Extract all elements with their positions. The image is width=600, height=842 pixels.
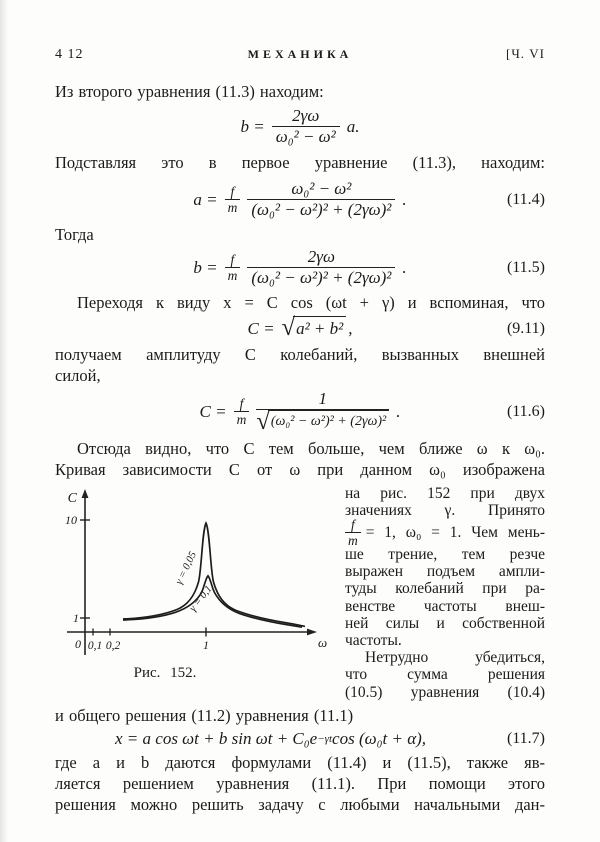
x-tick-label-0-2: 0,2 bbox=[105, 639, 121, 652]
text-line-6: силой, bbox=[55, 365, 101, 385]
eq-tail: . bbox=[402, 257, 407, 277]
figure-152 bbox=[55, 485, 345, 701]
right-column-text bbox=[345, 485, 545, 701]
curve-gamma-0-05 bbox=[123, 523, 305, 626]
text-line-9: и общего решения (11.2) уравнения (11.1) bbox=[55, 705, 354, 725]
eq-lhs: a = bbox=[193, 189, 218, 209]
rcol-line-5: выражен подъем ампли- bbox=[345, 563, 545, 581]
equation-number: (11.5) bbox=[506, 258, 545, 276]
square-root: √ (ω₀² − ω²)² + (2γω)² bbox=[256, 410, 389, 435]
equation-number: (9.11) bbox=[506, 319, 545, 337]
eq-lhs: C = bbox=[199, 401, 227, 421]
x-tick-label-1: 1 bbox=[203, 637, 209, 652]
rcol-line-11: что сумма решения bbox=[345, 666, 545, 684]
rcol-line-9: частоты. bbox=[345, 632, 402, 650]
rcol-line-3-text: = 1, ω₀ = 1. Чем мень- bbox=[365, 523, 545, 541]
rcol-line-1: на рис. 152 при двух bbox=[345, 484, 545, 502]
equation-b bbox=[55, 106, 545, 147]
fraction-f-over-m: $\frac{f}{m}$ bbox=[225, 252, 241, 283]
figure-152-plot bbox=[55, 485, 340, 663]
rcol-line-6: туды колебаний при ра- bbox=[345, 580, 545, 598]
fraction-f-over-m: $\frac{f}{m}$ bbox=[225, 184, 241, 215]
eq-tail: , bbox=[348, 318, 353, 338]
radical-sign: √ bbox=[256, 407, 270, 435]
x-tick-label-0-1: 0,1 bbox=[87, 639, 103, 652]
equation-number: (11.6) bbox=[506, 402, 545, 420]
equation-11-7 bbox=[55, 729, 545, 749]
y-tick-label-1: 1 bbox=[73, 610, 79, 625]
eq-tail: . bbox=[402, 189, 407, 209]
equation-11-5 bbox=[55, 247, 545, 288]
eq-lhs: b = bbox=[240, 116, 265, 136]
page-header bbox=[55, 46, 545, 63]
rcol-line-12: (10.5) уравнения (10.4) bbox=[345, 683, 545, 701]
text-line-11: ляется решением уравнения (11.1). При помощи этого bbox=[55, 773, 545, 793]
rcol-line-4: ше трение, тем резче bbox=[345, 546, 545, 564]
x-axis-arrow-icon bbox=[307, 628, 317, 635]
text-line-12: решения можно решить задачу с любыми начальными дан- bbox=[55, 794, 545, 814]
text-line-2: Подставляя это в первое уравнение (11.3), находим: bbox=[55, 153, 545, 173]
fraction: $\frac{2\gamma\omega}{\text{(ω₀² − ω²)² + (2γω)²}}$ bbox=[247, 247, 395, 288]
rcol-line-10: Нетрудно убедиться, bbox=[365, 649, 545, 667]
equation-11-6 bbox=[55, 389, 545, 435]
figure-caption: Рис. 152. bbox=[133, 664, 197, 681]
scan-edge-shadow bbox=[0, 0, 8, 842]
text-line-4: Переходя к виду x = C cos (ωt + γ) и вспоминая, что bbox=[77, 293, 545, 313]
denominator-sqrt bbox=[256, 409, 389, 435]
text-line-8: Кривая зависимости C от ω при данном ω₀ изображена bbox=[55, 459, 545, 479]
fraction: 1 √ (ω₀² − ω²)² + (2γω)² bbox=[256, 389, 389, 435]
fraction-f-over-m: $\frac{f}{m}$ bbox=[234, 396, 250, 427]
rcol-line-7: венстве частоты внеш- bbox=[345, 597, 545, 615]
rcol-line-3 bbox=[345, 516, 545, 549]
rcol-line-2: значениях γ. Принято bbox=[345, 501, 545, 519]
eq-tail: a. bbox=[346, 116, 360, 136]
running-title: МЕХАНИКА bbox=[247, 47, 353, 61]
text-line-1: Из второго уравнения (11.3) находим: bbox=[55, 82, 324, 101]
text-line-10: где a и b даются формулами (11.4) и (11.5), также яв- bbox=[55, 752, 545, 772]
x-tick-label-0: 0 bbox=[75, 636, 81, 651]
text-line-7: Отсюда видно, что C тем больше, чем ближе ω к ω₀. bbox=[77, 438, 545, 458]
y-tick-label-10: 10 bbox=[65, 512, 77, 527]
square-root: √ a² + b² bbox=[282, 316, 347, 341]
figure-text-columns bbox=[55, 485, 545, 701]
eq-tail: . bbox=[396, 401, 401, 421]
fraction: $\frac{\text{ω₀² − ω²}}{\text{(ω₀² − ω²)² + (2γω)²}}$ bbox=[247, 179, 395, 220]
equation-9-11 bbox=[55, 316, 545, 341]
rcol-line-8: ней силы и собственной bbox=[345, 614, 545, 632]
chapter-label: [Ч. VI bbox=[506, 46, 545, 61]
page-number: 4 12 bbox=[55, 47, 84, 62]
x-axis-label: ω bbox=[318, 634, 328, 650]
radical-sign: √ bbox=[281, 314, 296, 342]
curve-label-gamma-0-05: γ = 0,05 bbox=[173, 549, 199, 586]
y-axis-arrow-icon bbox=[82, 489, 89, 498]
fraction-f-over-m: $\frac{f}{m}$ bbox=[345, 517, 361, 548]
eq-body: x = a cos ωt + b sin ωt + C₀e bbox=[115, 728, 318, 748]
equation-number: (11.7) bbox=[506, 729, 545, 747]
eq-lhs: C = bbox=[247, 318, 275, 338]
equation-11-4 bbox=[55, 179, 545, 220]
eq-superscript: −γt bbox=[317, 732, 333, 745]
y-axis-label: C bbox=[67, 490, 77, 506]
eq-body: cos (ω₀t + α), bbox=[332, 728, 427, 748]
eq-lhs: b = bbox=[193, 257, 218, 277]
equation-number: (11.4) bbox=[506, 190, 545, 208]
text-line-3: Тогда bbox=[55, 225, 94, 245]
curve-label-gamma-0-1: γ = 0,1 bbox=[187, 583, 215, 614]
text-line-5: получаем амплитуду C колебаний, вызванных внешней bbox=[55, 344, 545, 364]
fraction: $\frac{2\gamma\omega}{\text{ω₀² − ω²}}$ bbox=[272, 106, 340, 147]
curve-gamma-0-1 bbox=[123, 575, 302, 626]
